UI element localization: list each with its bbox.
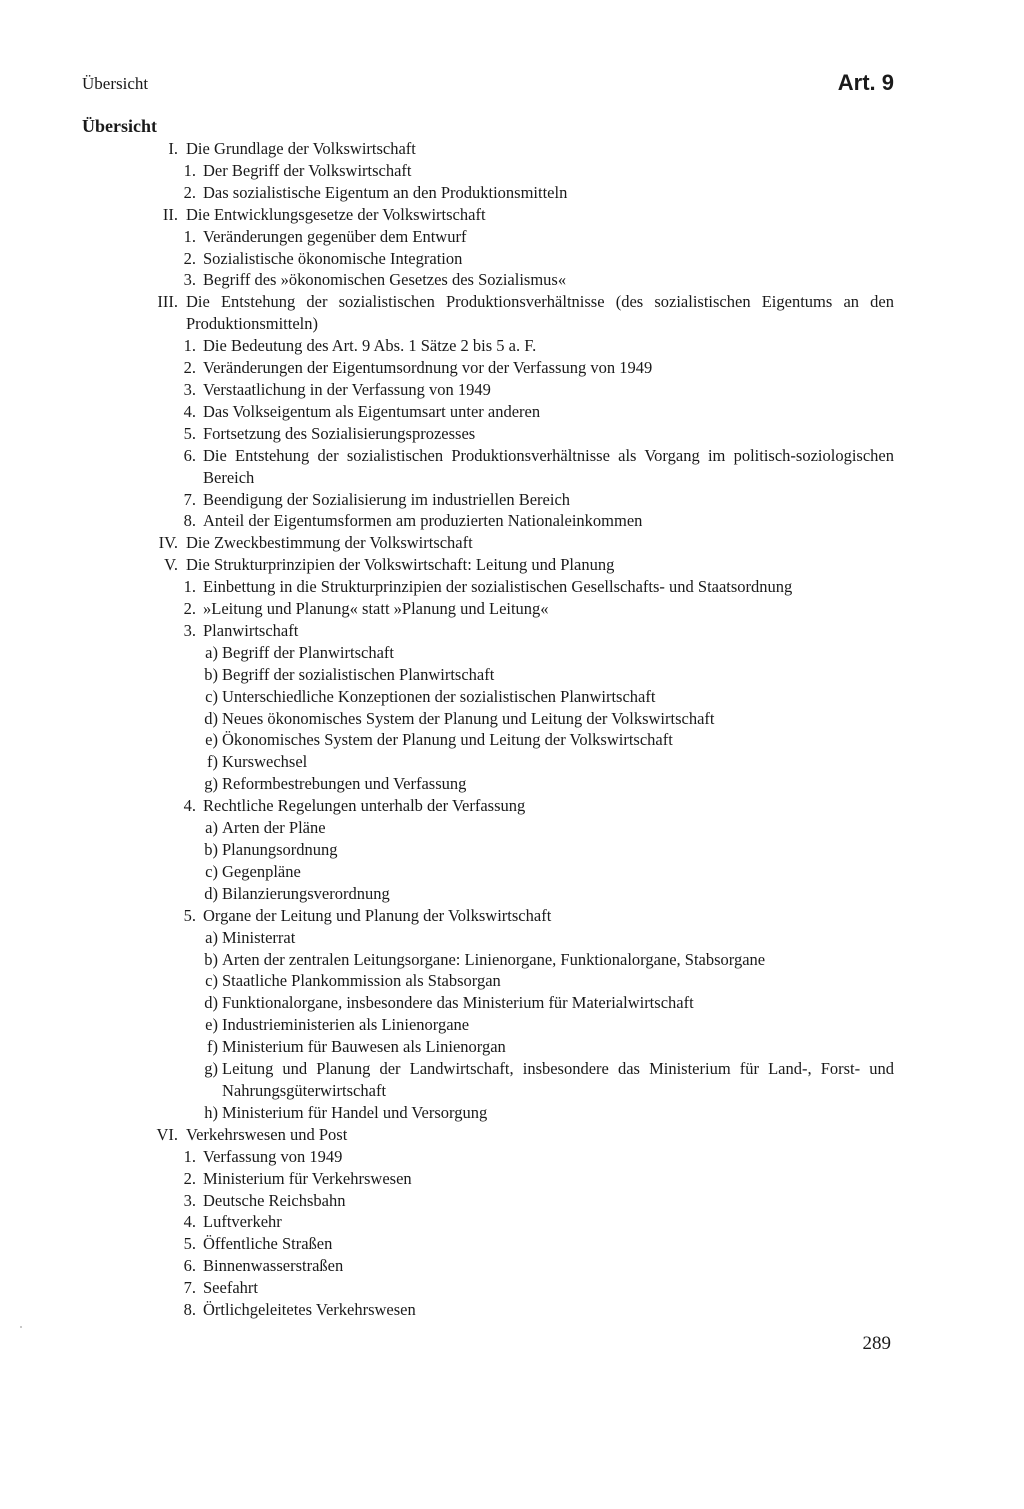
toc-entry-number: 4.: [183, 1212, 196, 1232]
toc-entry-text: Der Begriff der Volkswirtschaft: [203, 160, 412, 180]
toc-entry-text: Ministerrat: [222, 927, 296, 947]
toc-entry-number: 2.: [183, 358, 196, 378]
toc-entry-number: e): [205, 730, 218, 750]
toc-entry-text: Örtlichgeleitetes Verkehrswesen: [203, 1300, 416, 1320]
toc-entry-text: Einbettung in die Strukturprinzipien der sozialistischen Gesellschafts- und Staatsordnung: [203, 577, 793, 597]
toc-entry: [0, 1102, 1024, 1124]
toc-entry-number: d): [204, 708, 218, 728]
toc-entry-number: 5.: [183, 423, 196, 443]
toc-entry-text: Reformbestrebungen und Verfassung: [222, 774, 467, 794]
toc-entry-number: b): [204, 840, 218, 859]
toc-entry-text: Veränderungen der Eigentumsordnung vor der Verfassung von 1949: [203, 358, 653, 378]
toc-entry: [0, 160, 1024, 182]
toc-entry-number: g): [204, 1059, 218, 1079]
toc-title: Übersicht: [82, 116, 157, 136]
toc-entry-text: Die Strukturprinzipien der Volkswirtschaft: Leitung und Planung: [186, 555, 615, 575]
toc-entry: [0, 1036, 1024, 1058]
toc-entry-text: Veränderungen gegenüber dem Entwurf: [203, 226, 467, 246]
toc-entry-text: Begriff der sozialistischen Planwirtschaft: [222, 664, 495, 684]
toc-entry: [0, 489, 1024, 511]
toc-entry-text: Industrieministerien als Linienorgane: [222, 1015, 470, 1035]
toc-entry: [0, 751, 1024, 773]
toc-entry-text: Deutsche Reichsbahn: [203, 1190, 346, 1210]
toc-entry: [0, 1124, 1024, 1146]
toc-entry: [0, 1168, 1024, 1190]
toc-entry-text: Verfassung von 1949: [203, 1146, 343, 1166]
toc-entry-number: b): [204, 949, 218, 969]
toc-entry-text: Das Volkseigentum als Eigentumsart unter anderen: [203, 401, 541, 421]
toc-entry-number: V.: [164, 555, 178, 575]
table-of-contents: [0, 138, 1024, 1321]
toc-entry: [0, 949, 1024, 971]
toc-entry-text: Die Entwicklungsgesetze der Volkswirtschaft: [186, 204, 486, 224]
toc-entry: [0, 729, 1024, 751]
toc-entry: [0, 248, 1024, 270]
toc-entry: [0, 401, 1024, 423]
toc-entry: [0, 291, 1024, 335]
toc-entry-text: Ökonomisches System der Planung und Leitung der Volkswirtschaft: [222, 730, 673, 750]
toc-entry-number: 8.: [183, 1300, 196, 1320]
toc-entry-text: Öffentliche Straßen: [203, 1234, 333, 1254]
toc-entry-text: Binnenwasserstraßen: [203, 1256, 344, 1276]
toc-entry-text: »Leitung und Planung« statt »Planung und Leitung«: [203, 599, 549, 619]
toc-entry: [0, 445, 1024, 489]
toc-entry-text: Arten der Pläne: [222, 818, 326, 838]
toc-entry-text: Beendigung der Sozialisierung im industriellen Bereich: [203, 489, 571, 509]
toc-entry-number: I.: [168, 139, 178, 158]
toc-entry-text: Verkehrswesen und Post: [186, 1124, 348, 1144]
toc-entry-number: 1.: [183, 1146, 196, 1166]
toc-entry-number: 3.: [183, 1190, 196, 1210]
toc-entry-number: 4.: [183, 401, 196, 421]
toc-entry: [0, 795, 1024, 817]
toc-entry-number: 2.: [183, 248, 196, 268]
toc-entry-number: 1.: [183, 160, 196, 180]
toc-entry: [0, 773, 1024, 795]
toc-entry-text: Planungsordnung: [222, 840, 338, 859]
margin-mark: [20, 1326, 22, 1328]
toc-entry-number: 3.: [183, 620, 196, 640]
toc-entry: [0, 357, 1024, 379]
toc-entry-text: Staatliche Plankommission als Stabsorgan: [222, 971, 501, 991]
toc-entry-text: Leitung und Planung der Landwirtschaft, insbesondere das Ministerium für Land-, Forst- und Nahrungsgüterwirtschaft: [222, 1059, 894, 1100]
toc-entry: [0, 1211, 1024, 1233]
toc-entry-text: Die Entstehung der sozialistischen Produktionsverhältnisse als Vorgang im politisch-soziologischen Bereich: [203, 445, 894, 487]
toc-entry-text: Unterschiedliche Konzeptionen der sozialistischen Planwirtschaft: [222, 686, 656, 706]
toc-entry: [0, 554, 1024, 576]
toc-entry: [0, 182, 1024, 204]
toc-entry-number: 5.: [183, 1234, 196, 1254]
toc-entry-number: 8.: [183, 511, 196, 531]
toc-entry: [0, 992, 1024, 1014]
toc-entry-number: IV.: [158, 533, 178, 553]
toc-entry-number: 1.: [183, 226, 196, 246]
toc-entry-number: a): [205, 818, 218, 838]
toc-entry-text: Organe der Leitung und Planung der Volkswirtschaft: [203, 905, 552, 925]
toc-entry: [0, 598, 1024, 620]
toc-entry: [0, 927, 1024, 949]
toc-entry: [0, 269, 1024, 291]
toc-entry-number: a): [205, 927, 218, 947]
toc-entry: [0, 226, 1024, 248]
toc-entry-text: Die Entstehung der sozialistischen Produktionsverhältnisse (des sozialistischen Eigentums an den Produktionsmitteln): [186, 292, 894, 334]
toc-entry-text: Die Bedeutung des Art. 9 Abs. 1 Sätze 2 bis 5 a. F.: [203, 336, 537, 356]
toc-entry-text: Ministerium für Handel und Versorgung: [222, 1102, 488, 1122]
toc-entry-number: 7.: [183, 489, 196, 509]
toc-entry: [0, 861, 1024, 883]
toc-entry: [0, 1277, 1024, 1299]
toc-entry: [0, 970, 1024, 992]
toc-entry-text: Anteil der Eigentumsformen am produzierten Nationaleinkommen: [203, 511, 643, 531]
toc-entry: [0, 1146, 1024, 1168]
toc-entry-number: c): [205, 861, 218, 881]
toc-entry-text: Funktionalorgane, insbesondere das Ministerium für Materialwirtschaft: [222, 993, 694, 1013]
toc-entry-number: 4.: [183, 796, 196, 816]
toc-entry: [0, 1233, 1024, 1255]
toc-entry: [0, 379, 1024, 401]
toc-entry-text: Sozialistische ökonomische Integration: [203, 248, 463, 268]
toc-entry-number: c): [205, 686, 218, 706]
toc-entry-text: Planwirtschaft: [203, 620, 299, 640]
running-head: Übersicht: [82, 74, 149, 93]
toc-entry: [0, 905, 1024, 927]
toc-entry-text: Kurswechsel: [222, 752, 308, 772]
toc-entry: [0, 839, 1024, 861]
toc-entry-number: 1.: [183, 577, 196, 597]
toc-entry: [0, 1058, 1024, 1102]
toc-entry: [0, 642, 1024, 664]
toc-entry-text: Begriff des »ökonomischen Gesetzes des Sozialismus«: [203, 270, 567, 290]
toc-entry-text: Gegenpläne: [222, 861, 301, 881]
toc-entry-number: 2.: [183, 182, 196, 202]
toc-entry-text: Fortsetzung des Sozialisierungsprozesses: [203, 423, 476, 443]
toc-entry-number: c): [205, 971, 218, 991]
toc-entry-text: Begriff der Planwirtschaft: [222, 642, 394, 662]
toc-entry-text: Ministerium für Bauwesen als Linienorgan: [222, 1037, 506, 1057]
toc-entry-text: Bilanzierungsverordnung: [222, 883, 390, 903]
toc-entry-number: 3.: [183, 270, 196, 290]
toc-entry: [0, 335, 1024, 357]
toc-entry-text: Das sozialistische Eigentum an den Produktionsmitteln: [203, 182, 568, 202]
toc-entry-number: 6.: [183, 445, 196, 465]
toc-entry: [0, 1299, 1024, 1321]
toc-entry: [0, 423, 1024, 445]
toc-entry-number: g): [204, 774, 218, 794]
toc-entry-number: 2.: [183, 599, 196, 619]
toc-entry-number: d): [204, 993, 218, 1013]
toc-entry-number: 7.: [183, 1278, 196, 1298]
toc-entry: [0, 817, 1024, 839]
toc-entry-number: f): [207, 752, 218, 772]
toc-entry-number: a): [205, 642, 218, 662]
toc-entry-text: Neues ökonomisches System der Planung und Leitung der Volkswirtschaft: [222, 708, 715, 728]
toc-entry: [0, 1190, 1024, 1212]
toc-entry: [0, 532, 1024, 554]
page-number: 289: [862, 1333, 891, 1354]
toc-entry: [0, 664, 1024, 686]
toc-entry-text: Seefahrt: [203, 1278, 258, 1298]
toc-entry: [0, 510, 1024, 532]
toc-entry: [0, 1014, 1024, 1036]
toc-entry-number: b): [204, 664, 218, 684]
toc-entry-text: Arten der zentralen Leitungsorgane: Linienorgane, Funktionalorgane, Stabsorgane: [222, 949, 766, 969]
toc-entry-number: f): [207, 1037, 218, 1057]
toc-entry-number: 2.: [183, 1168, 196, 1188]
toc-entry-number: 6.: [183, 1256, 196, 1276]
toc-entry: [0, 204, 1024, 226]
toc-entry-number: d): [204, 883, 218, 903]
toc-entry: [0, 686, 1024, 708]
toc-entry-number: 1.: [183, 336, 196, 356]
toc-entry-number: 5.: [183, 905, 196, 925]
toc-entry: [0, 576, 1024, 598]
toc-entry-number: h): [204, 1102, 218, 1122]
toc-entry: [0, 620, 1024, 642]
article-label: Art. 9: [837, 70, 894, 95]
toc-entry-number: III.: [157, 292, 178, 312]
toc-entry-number: II.: [162, 204, 178, 224]
toc-entry: [0, 138, 1024, 160]
toc-entry-text: Die Zweckbestimmung der Volkswirtschaft: [186, 533, 473, 553]
toc-entry-text: Luftverkehr: [203, 1212, 282, 1232]
toc-entry-number: VI.: [156, 1124, 178, 1144]
toc-entry: [0, 1255, 1024, 1277]
toc-entry: [0, 883, 1024, 905]
toc-entry-number: e): [205, 1015, 218, 1035]
toc-entry-number: 3.: [183, 379, 196, 399]
toc-entry-text: Rechtliche Regelungen unterhalb der Verfassung: [203, 796, 526, 816]
toc-entry-text: Ministerium für Verkehrswesen: [203, 1168, 412, 1188]
toc-entry: [0, 708, 1024, 730]
toc-entry-text: Die Grundlage der Volkswirtschaft: [186, 139, 416, 158]
toc-entry-text: Verstaatlichung in der Verfassung von 1949: [203, 379, 491, 399]
